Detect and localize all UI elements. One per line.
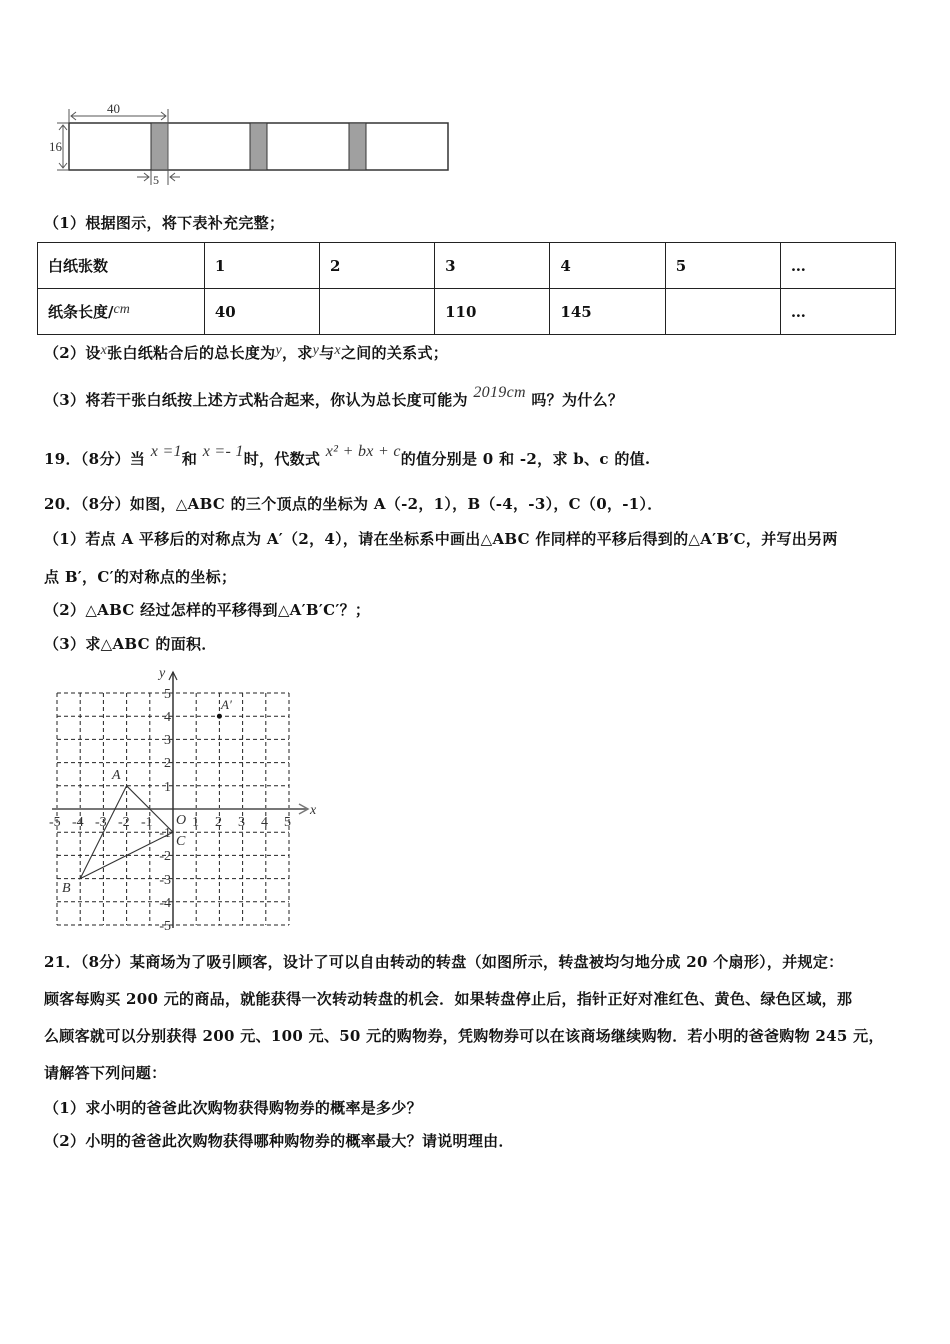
q21-line4: 请解答下列问题：: [44, 1064, 167, 1082]
svg-text:-2: -2: [118, 815, 130, 830]
var-x: x: [334, 343, 341, 358]
table-cell: 4: [550, 243, 665, 289]
svg-text:1: 1: [164, 780, 171, 795]
equation-x-equals-neg1: x =- 1: [202, 443, 244, 460]
table-cell: 1: [204, 243, 319, 289]
table-cell: 110: [435, 289, 550, 335]
length-header-label: 纸条长度/: [48, 303, 114, 321]
point-c-label: C: [176, 834, 186, 849]
q21-part2: （2）小明的爸爸此次购物获得哪种购物券的概率最大？请说明理由．: [44, 1132, 514, 1150]
svg-text:5: 5: [164, 687, 171, 702]
table-row: [38, 289, 896, 335]
table-cell-blank: [665, 289, 780, 335]
svg-text:-4: -4: [72, 815, 84, 830]
point-a-prime-label: A′: [221, 697, 232, 712]
q20-part1-line1: （1）若点 A 平移后的对称点为 A′（2，4），请在坐标系中画出△ABC 作同样的平移后得到的△A′B′C，并写出另两: [44, 530, 838, 548]
svg-text:40: 40: [107, 101, 120, 116]
coordinate-plane: [40, 660, 330, 935]
text: 和: [181, 450, 198, 468]
unit-cm: cm: [113, 302, 130, 317]
y-tick-labels: [159, 687, 171, 934]
table-cell: …: [780, 289, 895, 335]
equation-x-equals-1: x =1: [150, 443, 182, 460]
text: 张白纸粘合后的总长度为: [107, 344, 276, 362]
text: 之间的关系式；: [340, 344, 449, 362]
q21-line3: 么顾客就可以分别获得 200 元、100 元、50 元的购物券，凭购物券可以在该商场继续购物．若小明的爸爸购物 245 元，: [44, 1027, 884, 1045]
svg-text:-5: -5: [49, 815, 61, 830]
origin-label: O: [176, 813, 187, 828]
svg-text:1: 1: [192, 815, 199, 830]
text: （8分）当: [80, 450, 146, 468]
svg-text:3: 3: [238, 815, 245, 830]
point-a-label: A: [112, 768, 121, 783]
svg-text:-1: -1: [141, 815, 153, 830]
q20-stem: 20．（8分）如图，△ABC 的三个顶点的坐标为 A（-2，1），B（-4，-3），C（0，-1）．: [44, 495, 663, 513]
x-axis-label: x: [310, 803, 317, 818]
svg-text:5: 5: [284, 815, 291, 830]
svg-text:-5: -5: [159, 919, 171, 934]
q19: [44, 443, 651, 469]
svg-text:-2: -2: [159, 849, 171, 864]
q21-line1: 21．（8分）某商场为了吸引顾客，设计了可以自由转动的转盘（如图所示，转盘被均匀地分成 20 个扇形），并规定：: [44, 953, 844, 971]
svg-text:4: 4: [261, 815, 268, 830]
svg-text:-3: -3: [159, 873, 171, 888]
q21-line2: 顾客每购买 200 元的商品，就能获得一次转动转盘的机会．如果转盘停止后，指针正好对准红色、黄色、绿色区域，那: [44, 990, 853, 1008]
q20-part2: （2）△ABC 经过怎样的平移得到△A′B′C′？；: [44, 601, 371, 619]
q18-part1: （1）根据图示，将下表补充完整；: [44, 214, 285, 232]
text: 吗？为什么？: [531, 391, 624, 409]
svg-text:2: 2: [215, 815, 222, 830]
y-axis-label: y: [159, 666, 166, 681]
var-y: y: [312, 343, 320, 358]
question-number: 19．: [44, 450, 81, 468]
svg-text:3: 3: [164, 733, 171, 748]
svg-text:4: 4: [164, 710, 171, 725]
var-x: x: [100, 343, 108, 358]
table-cell-blank: [320, 289, 435, 335]
var-y: y: [275, 343, 282, 358]
point-b-label: B: [62, 881, 71, 896]
q18-part2: [44, 342, 448, 363]
point-a-prime: [217, 714, 222, 719]
svg-text:5: 5: [153, 173, 159, 187]
svg-text:-4: -4: [159, 896, 171, 911]
svg-text:-1: -1: [159, 826, 171, 841]
table-row: [38, 243, 896, 289]
q18-part3: [44, 384, 624, 410]
paper-strip-figure: [40, 95, 460, 190]
svg-text:2: 2: [164, 756, 171, 771]
table-cell: 145: [550, 289, 665, 335]
table-cell: 2: [320, 243, 435, 289]
svg-text:16: 16: [49, 139, 62, 154]
table-header-length: [38, 289, 205, 335]
strip-length-table: [37, 242, 896, 335]
table-cell: …: [780, 243, 895, 289]
q20-part3: （3）求△ABC 的面积．: [44, 635, 217, 653]
table-cell: 40: [204, 289, 319, 335]
quadratic-expression: x² + bx + c: [325, 443, 401, 460]
text: 的值分别是 0 和 -2，求 b、c 的值.: [400, 450, 651, 468]
text: ，求: [281, 344, 313, 362]
table-header-sheets: 白纸张数: [38, 243, 205, 289]
q20-part1-line2: 点 B′，C′的对称点的坐标；: [44, 568, 237, 586]
length-2019cm: 2019cm: [473, 384, 526, 401]
text: 时，代数式: [243, 450, 321, 468]
text: 与: [319, 344, 335, 362]
svg-text:-3: -3: [95, 815, 107, 830]
q21-part1: （1）求小明的爸爸此次购物获得购物券的概率是多少？: [44, 1099, 422, 1117]
text: （3）将若干张白纸按上述方式粘合起来，你认为总长度可能为: [44, 391, 468, 409]
table-cell: 3: [435, 243, 550, 289]
table-cell: 5: [665, 243, 780, 289]
text: （2）设: [44, 344, 101, 362]
